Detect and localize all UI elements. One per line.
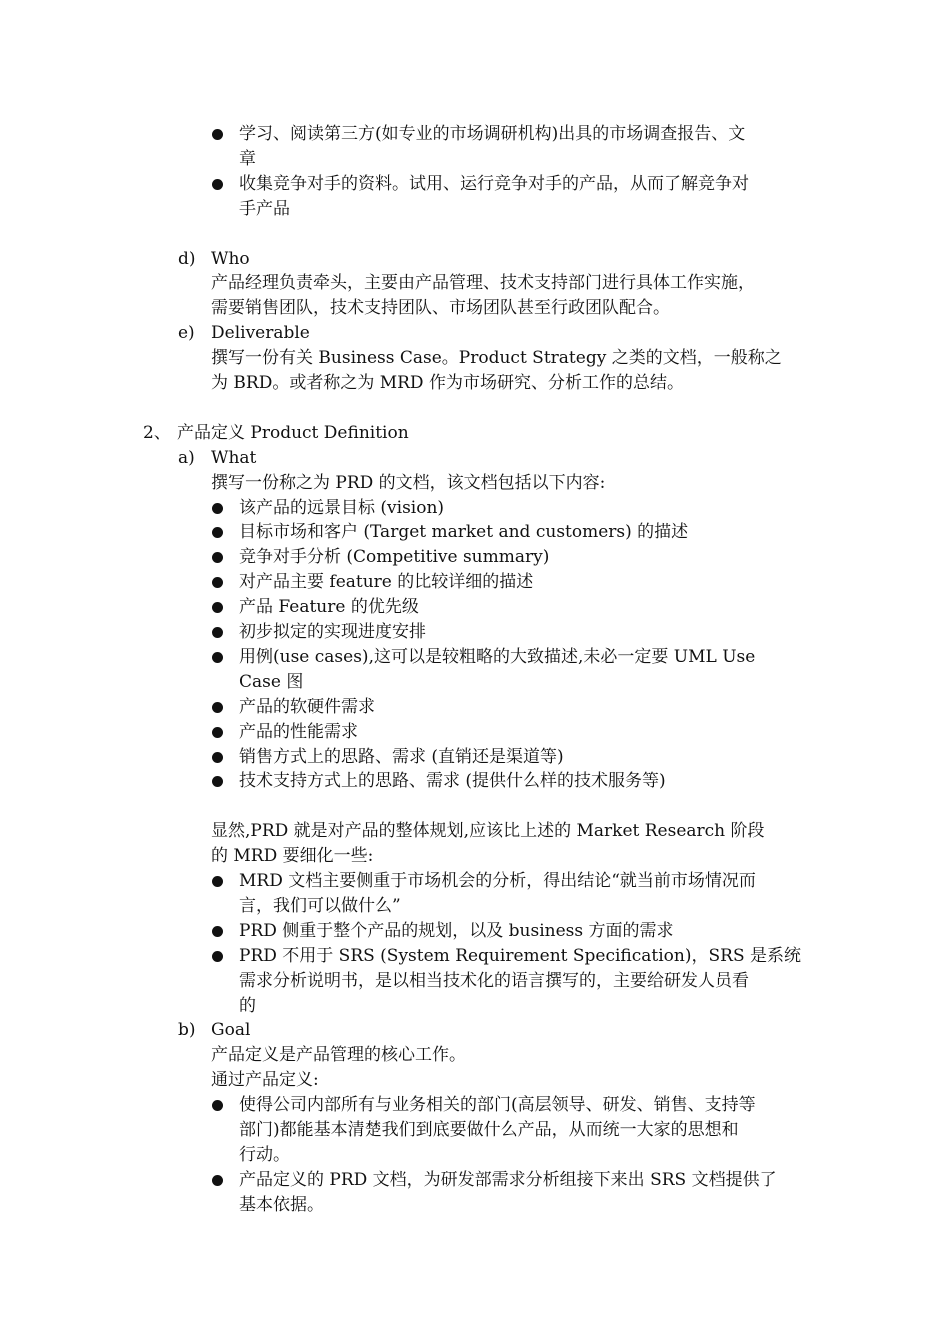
bullet-dot-icon [212,602,223,613]
bullet-text: PRD 侧重于整个产品的规划，以及 business 方面的需求 [239,920,674,941]
bullet-dot-icon [212,951,223,962]
bullet-text: 手产品 [239,198,290,219]
bullet-text: 产品的软硬件需求 [239,696,375,717]
bullet-text: 产品 Feature 的优先级 [239,597,419,618]
paragraph-line: 的 MRD 要细化一些: [211,846,374,867]
bullet-text: 基本依据。 [239,1194,324,1215]
paragraph-line: 撰写一份有关 Business Case。Product Strategy 之类的文档，一般称之 [211,348,782,369]
bullet-text: 需求分析说明书，是以相当技术化的语言撰写的，主要给研发人员看 [239,970,749,991]
bullet-dot-icon [212,1100,223,1111]
bullet-text: 收集竞争对手的资料。试用、运行竞争对手的产品，从而了解竞争对 [239,173,749,194]
bullet-text: 初步拟定的实现进度安排 [239,622,426,642]
paragraph-line: 产品定义是产品管理的核心工作。 [211,1045,466,1066]
bullet-text: 该产品的远景目标 (vision) [239,497,445,518]
bullet-dot-icon [212,527,223,538]
item-marker: b) [178,1020,196,1041]
bullet-dot-icon [212,627,223,638]
bullet-text: 学习、阅读第三方(如专业的市场调研机构)出具的市场调查报告、文 [239,124,746,144]
bullet-text: 销售方式上的思路、需求 (直销还是渠道等) [239,746,564,767]
bullet-text: 目标市场和客户 (Target market and customers) 的描述 [239,522,689,543]
item-marker: d) [178,248,196,269]
paragraph-line: 需要销售团队，技术支持团队、市场团队甚至行政团队配合。 [211,298,670,319]
item-marker: e) [178,323,195,344]
section-title: 产品定义 Product Definition [177,422,409,443]
bullet-text: 技术支持方式上的思路、需求 (提供什么样的技术服务等) [239,771,666,792]
bullet-text: 言，我们可以做什么” [239,895,401,916]
bullet-dot-icon [212,727,223,738]
bullet-text: 用例(use cases),这可以是较粗略的大致描述,未必一定要 UML Use [239,646,756,667]
item-title: Goal [211,1020,251,1041]
bullet-dot-icon [212,179,223,190]
bullet-text: 行动。 [239,1144,290,1165]
paragraph-line: 为 BRD。或者称之为 MRD 作为市场研究、分析工作的总结。 [211,373,684,393]
paragraph-line: 产品经理负责牵头，主要由产品管理、技术支持部门进行具体工作实施， [211,273,755,294]
bullet-text: 的 [239,995,256,1016]
bullet-dot-icon [212,752,223,763]
bullet-text: 部门)都能基本清楚我们到底要做什么产品，从而统一大家的思想和 [239,1120,739,1140]
item-title: Deliverable [211,323,310,344]
bullet-text: PRD 不用于 SRS (System Requirement Specification)，SRS 是系统 [239,945,801,966]
item-title: What [211,447,257,468]
bullet-text: 产品的性能需求 [239,721,358,742]
bullet-text: MRD 文档主要侧重于市场机会的分析，得出结论“就当前市场情况而 [239,871,756,891]
bullet-dot-icon [212,926,223,937]
bullet-text: 产品定义的 PRD 文档，为研发部需求分析组接下来出 SRS 文档提供了 [239,1169,777,1190]
bullet-dot-icon [212,776,223,787]
bullet-dot-icon [212,1175,223,1186]
bullet-text: 章 [239,148,256,169]
bullet-text: 使得公司内部所有与业务相关的部门(高层领导、研发、销售、支持等 [239,1095,756,1116]
bullet-dot-icon [212,577,223,588]
item-marker: a) [178,447,195,468]
bullet-text: 对产品主要 feature 的比较详细的描述 [239,572,534,593]
bullet-text: Case 图 [239,671,304,692]
item-title: Who [211,248,250,269]
paragraph-line: 显然,PRD 就是对产品的整体规划,应该比上述的 Market Research 阶段 [211,821,765,842]
bullet-dot-icon [212,503,223,514]
bullet-dot-icon [212,702,223,713]
bullet-dot-icon [212,552,223,563]
bullet-dot-icon [212,129,223,140]
bullet-text: 竞争对手分析 (Competitive summary) [239,547,550,568]
bullet-dot-icon [212,652,223,663]
bullet-dot-icon [212,876,223,887]
section-number: 2、 [143,422,171,443]
paragraph-line: 通过产品定义: [211,1070,319,1091]
paragraph-line: 撰写一份称之为 PRD 的文档，该文档包括以下内容: [211,472,606,493]
